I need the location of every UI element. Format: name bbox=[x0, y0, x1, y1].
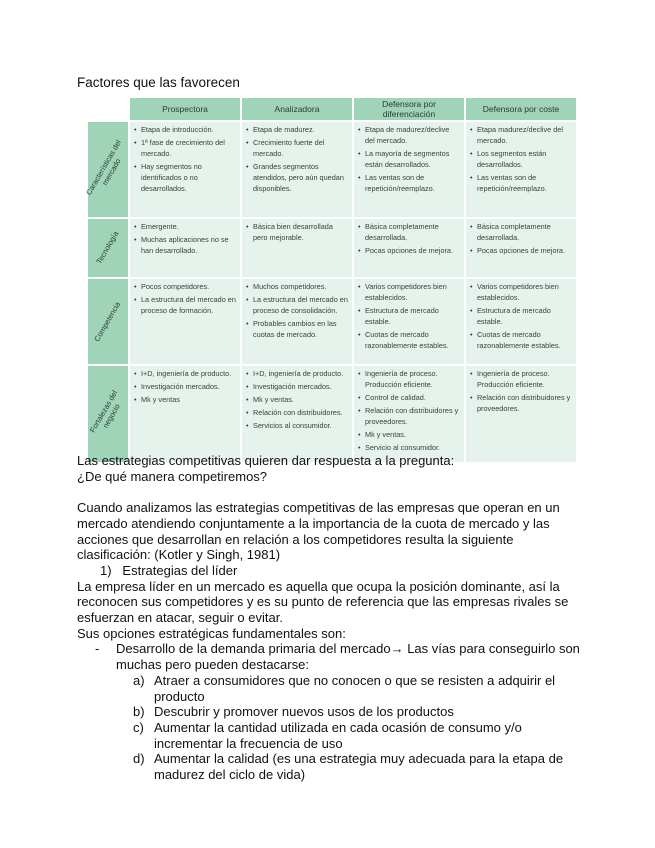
table-cell bbox=[130, 122, 240, 217]
numbered-item bbox=[77, 563, 587, 579]
table-row bbox=[88, 279, 576, 364]
table-cell bbox=[466, 366, 576, 462]
cell-bullet-item: • Los segmentos están desarrollados. bbox=[470, 149, 572, 171]
cell-bullet-item: • Cuotas de mercado razonablemente estables. bbox=[358, 330, 460, 352]
item-title: Estrategias del líder bbox=[122, 562, 238, 578]
cell-bullet-item: • Hay segmentos no identificados o no desarrollados. bbox=[134, 162, 236, 195]
cell-bullet-item: • 1ª fase de crecimiento del mercado. bbox=[134, 138, 236, 160]
cell-bullet-item: • Cuotas de mercado razonablemente estables. bbox=[470, 330, 572, 352]
dash-item-text: Desarrollo de la demanda primaria del mercado→ Las vías para conseguirlo son bbox=[116, 641, 580, 657]
sub-item-marker: d) bbox=[133, 751, 145, 767]
question-intro: Las estrategias competitivas quieren dar respuesta a la pregunta: bbox=[77, 453, 455, 468]
dash-marker: - bbox=[95, 641, 100, 657]
sub-list-item bbox=[77, 720, 587, 751]
sub-item-text: Atraer a consumidores que no conocen o que se resisten a adquirir el producto bbox=[154, 672, 556, 704]
column-header: Prospectora bbox=[130, 98, 240, 120]
table-cell bbox=[242, 366, 352, 462]
cell-bullet-item: • Básica completamente desarrollada. bbox=[358, 222, 460, 244]
cell-bullet-list bbox=[470, 222, 572, 257]
column-header: Analizadora bbox=[242, 98, 352, 120]
sub-list-item bbox=[77, 704, 587, 720]
analysis-paragraph: Cuando analizamos las estrategias competitivas de las empresas que operan en un mercado atendiendo conjuntamente a la importancia de la cuota de mercado y las acciones que desarrollan en relación a los competidores resulta la siguiente clasificación: (Kotler y Singh, 1981) bbox=[77, 500, 560, 563]
sub-list-item bbox=[77, 673, 587, 704]
cell-bullet-list bbox=[246, 222, 348, 244]
corner-cell bbox=[88, 98, 128, 120]
cell-bullet-list bbox=[134, 369, 236, 406]
cell-bullet-item: • Etapa de madurez. bbox=[246, 125, 348, 136]
cell-bullet-item: • Emergente. bbox=[134, 222, 236, 233]
leader-definition: La empresa líder en un mercado es aquella que ocupa la posición dominante, así la reconocen sus competidores y es su punto de referencia que las empresas rivales se esfuerzan en atacar, seguir o evitar. bbox=[77, 578, 569, 626]
cell-bullet-list bbox=[470, 282, 572, 352]
cell-bullet-item: • Crecimiento fuerte del mercado. bbox=[246, 138, 348, 160]
column-header: Defensora por diferenciación bbox=[354, 98, 464, 120]
cell-bullet-list bbox=[470, 125, 572, 195]
cell-bullet-item: • Las ventas son de repetición/reemplazo. bbox=[358, 173, 460, 195]
table-row bbox=[88, 219, 576, 277]
row-header bbox=[88, 279, 128, 364]
cell-bullet-list bbox=[470, 369, 572, 415]
sub-item-marker: b) bbox=[133, 704, 145, 720]
table-cell bbox=[242, 279, 352, 364]
cell-bullet-item: • Investigación mercados. bbox=[134, 382, 236, 393]
cell-bullet-item: • Las ventas son de repetición/reemplazo. bbox=[470, 173, 572, 195]
strategy-factors-table bbox=[84, 96, 578, 452]
cell-bullet-list bbox=[134, 282, 236, 317]
cell-bullet-item: • Básica bien desarrollada pero mejorable. bbox=[246, 222, 348, 244]
row-header-label: Competencia bbox=[92, 299, 123, 343]
table-cell bbox=[466, 279, 576, 364]
body-text bbox=[77, 453, 587, 783]
cell-bullet-list bbox=[358, 125, 460, 195]
dash-list-item bbox=[77, 641, 587, 657]
cell-bullet-item: • Pocas opciones de mejora. bbox=[470, 246, 572, 257]
cell-bullet-item: • Pocos competidores. bbox=[134, 282, 236, 293]
cell-bullet-list bbox=[358, 369, 460, 454]
cell-bullet-item: • Pocas opciones de mejora. bbox=[358, 246, 460, 257]
cell-bullet-item: • Control de calidad. bbox=[358, 393, 460, 404]
cell-bullet-item: • Ingeniería de proceso. Producción eficiente. bbox=[470, 369, 572, 391]
table-row bbox=[88, 122, 576, 217]
cell-bullet-item: • Varios competidores bien establecidos. bbox=[470, 282, 572, 304]
cell-bullet-item: • Probables cambios en las cuotas de mercado. bbox=[246, 319, 348, 341]
table-cell bbox=[466, 122, 576, 217]
row-header-label: Características del mercado bbox=[84, 137, 123, 197]
table-cell bbox=[130, 366, 240, 462]
cell-bullet-item: • La estructura del mercado en proceso de formación. bbox=[134, 295, 236, 317]
cell-bullet-item: • Servicios al consumidor. bbox=[246, 421, 348, 432]
cell-bullet-item: • Etapa de introducción. bbox=[134, 125, 236, 136]
table-cell bbox=[354, 366, 464, 462]
cell-bullet-item: • I+D, ingeniería de producto. bbox=[246, 369, 348, 380]
cell-bullet-item: • Muchas aplicaciones no se han desarrollado. bbox=[134, 235, 236, 257]
cell-bullet-item: • Mk y ventas bbox=[134, 395, 236, 406]
cell-bullet-list bbox=[246, 282, 348, 341]
row-header bbox=[88, 219, 128, 277]
cell-bullet-item: • Servicio al consumidor. bbox=[358, 443, 460, 454]
item-number: 1) bbox=[100, 562, 112, 578]
cell-bullet-item: • Relación con distribuidores. bbox=[246, 408, 348, 419]
factors-grid bbox=[86, 96, 578, 464]
cell-bullet-item: • Estructura de mercado estable. bbox=[358, 306, 460, 328]
table-cell bbox=[242, 122, 352, 217]
table-cell bbox=[354, 122, 464, 217]
sub-item-text: Aumentar la cantidad utilizada en cada ocasión de consumo y/o incrementar la frecuencia de uso bbox=[154, 719, 522, 751]
options-intro: Sus opciones estratégicas fundamentales son: bbox=[77, 625, 346, 641]
table-cell bbox=[466, 219, 576, 277]
cell-bullet-item: • Etapa madurez/declive del mercado. bbox=[470, 125, 572, 147]
cell-bullet-item: • I+D, ingeniería de producto. bbox=[134, 369, 236, 380]
cell-bullet-item: • La estructura del mercado en proceso de consolidación. bbox=[246, 295, 348, 317]
cell-bullet-item: • Mk y ventas. bbox=[246, 395, 348, 406]
cell-bullet-item: • Relación con distribuidores y proveedores. bbox=[358, 406, 460, 428]
table-cell bbox=[354, 279, 464, 364]
sub-item-text: Descubrir y promover nuevos usos de los productos bbox=[154, 704, 454, 720]
dash-list-item-continuation bbox=[77, 657, 587, 673]
cell-bullet-list bbox=[246, 369, 348, 432]
table-header-row bbox=[88, 98, 576, 120]
cell-bullet-list bbox=[358, 282, 460, 352]
sub-item-marker: a) bbox=[133, 672, 145, 688]
cell-bullet-item: • Varios competidores bien establecidos. bbox=[358, 282, 460, 304]
sub-item-marker: c) bbox=[133, 719, 144, 735]
table-cell bbox=[354, 219, 464, 277]
cell-bullet-item: • Ingeniería de proceso. Producción eficiente. bbox=[358, 369, 460, 391]
section-heading: Factores que las favorecen bbox=[77, 75, 240, 90]
question: ¿De qué manera competiremos? bbox=[77, 468, 268, 484]
cell-bullet-item: • Básica completamente desarrollada. bbox=[470, 222, 572, 244]
table-cell bbox=[242, 219, 352, 277]
column-header: Defensora por coste bbox=[466, 98, 576, 120]
sub-list-item bbox=[77, 751, 587, 782]
row-header bbox=[88, 366, 128, 462]
cell-bullet-item: • Grandes segmentos atendidos, pero aún quedan disponibles. bbox=[246, 162, 348, 195]
cell-bullet-list bbox=[358, 222, 460, 257]
cell-bullet-item: • Mk y ventas. bbox=[358, 430, 460, 441]
table-cell bbox=[130, 219, 240, 277]
cell-bullet-item: • Investigación mercados. bbox=[246, 382, 348, 393]
row-header-label: Fortalezas del negocio bbox=[87, 388, 122, 435]
cell-bullet-item: • Etapa de madurez/declive del mercado. bbox=[358, 125, 460, 147]
cell-bullet-item: • Muchos competidores. bbox=[246, 282, 348, 293]
cell-bullet-list bbox=[246, 125, 348, 195]
cell-bullet-list bbox=[134, 125, 236, 195]
dash-item-text-continued: muchas pero pueden destacarse: bbox=[116, 657, 309, 673]
cell-bullet-item: • Relación con distribuidores y proveedores. bbox=[470, 393, 572, 415]
table-cell bbox=[130, 279, 240, 364]
cell-bullet-list bbox=[134, 222, 236, 257]
sub-item-text: Aumentar la calidad (es una estrategia muy adecuada para la etapa de madurez del ciclo de vida) bbox=[154, 751, 564, 783]
row-header-label: Tecnología bbox=[94, 229, 121, 266]
cell-bullet-item: • Estructura de mercado estable. bbox=[470, 306, 572, 328]
table-row bbox=[88, 366, 576, 462]
cell-bullet-item: • La mayoría de segmentos están desarrollados. bbox=[358, 149, 460, 171]
row-header bbox=[84, 122, 128, 217]
